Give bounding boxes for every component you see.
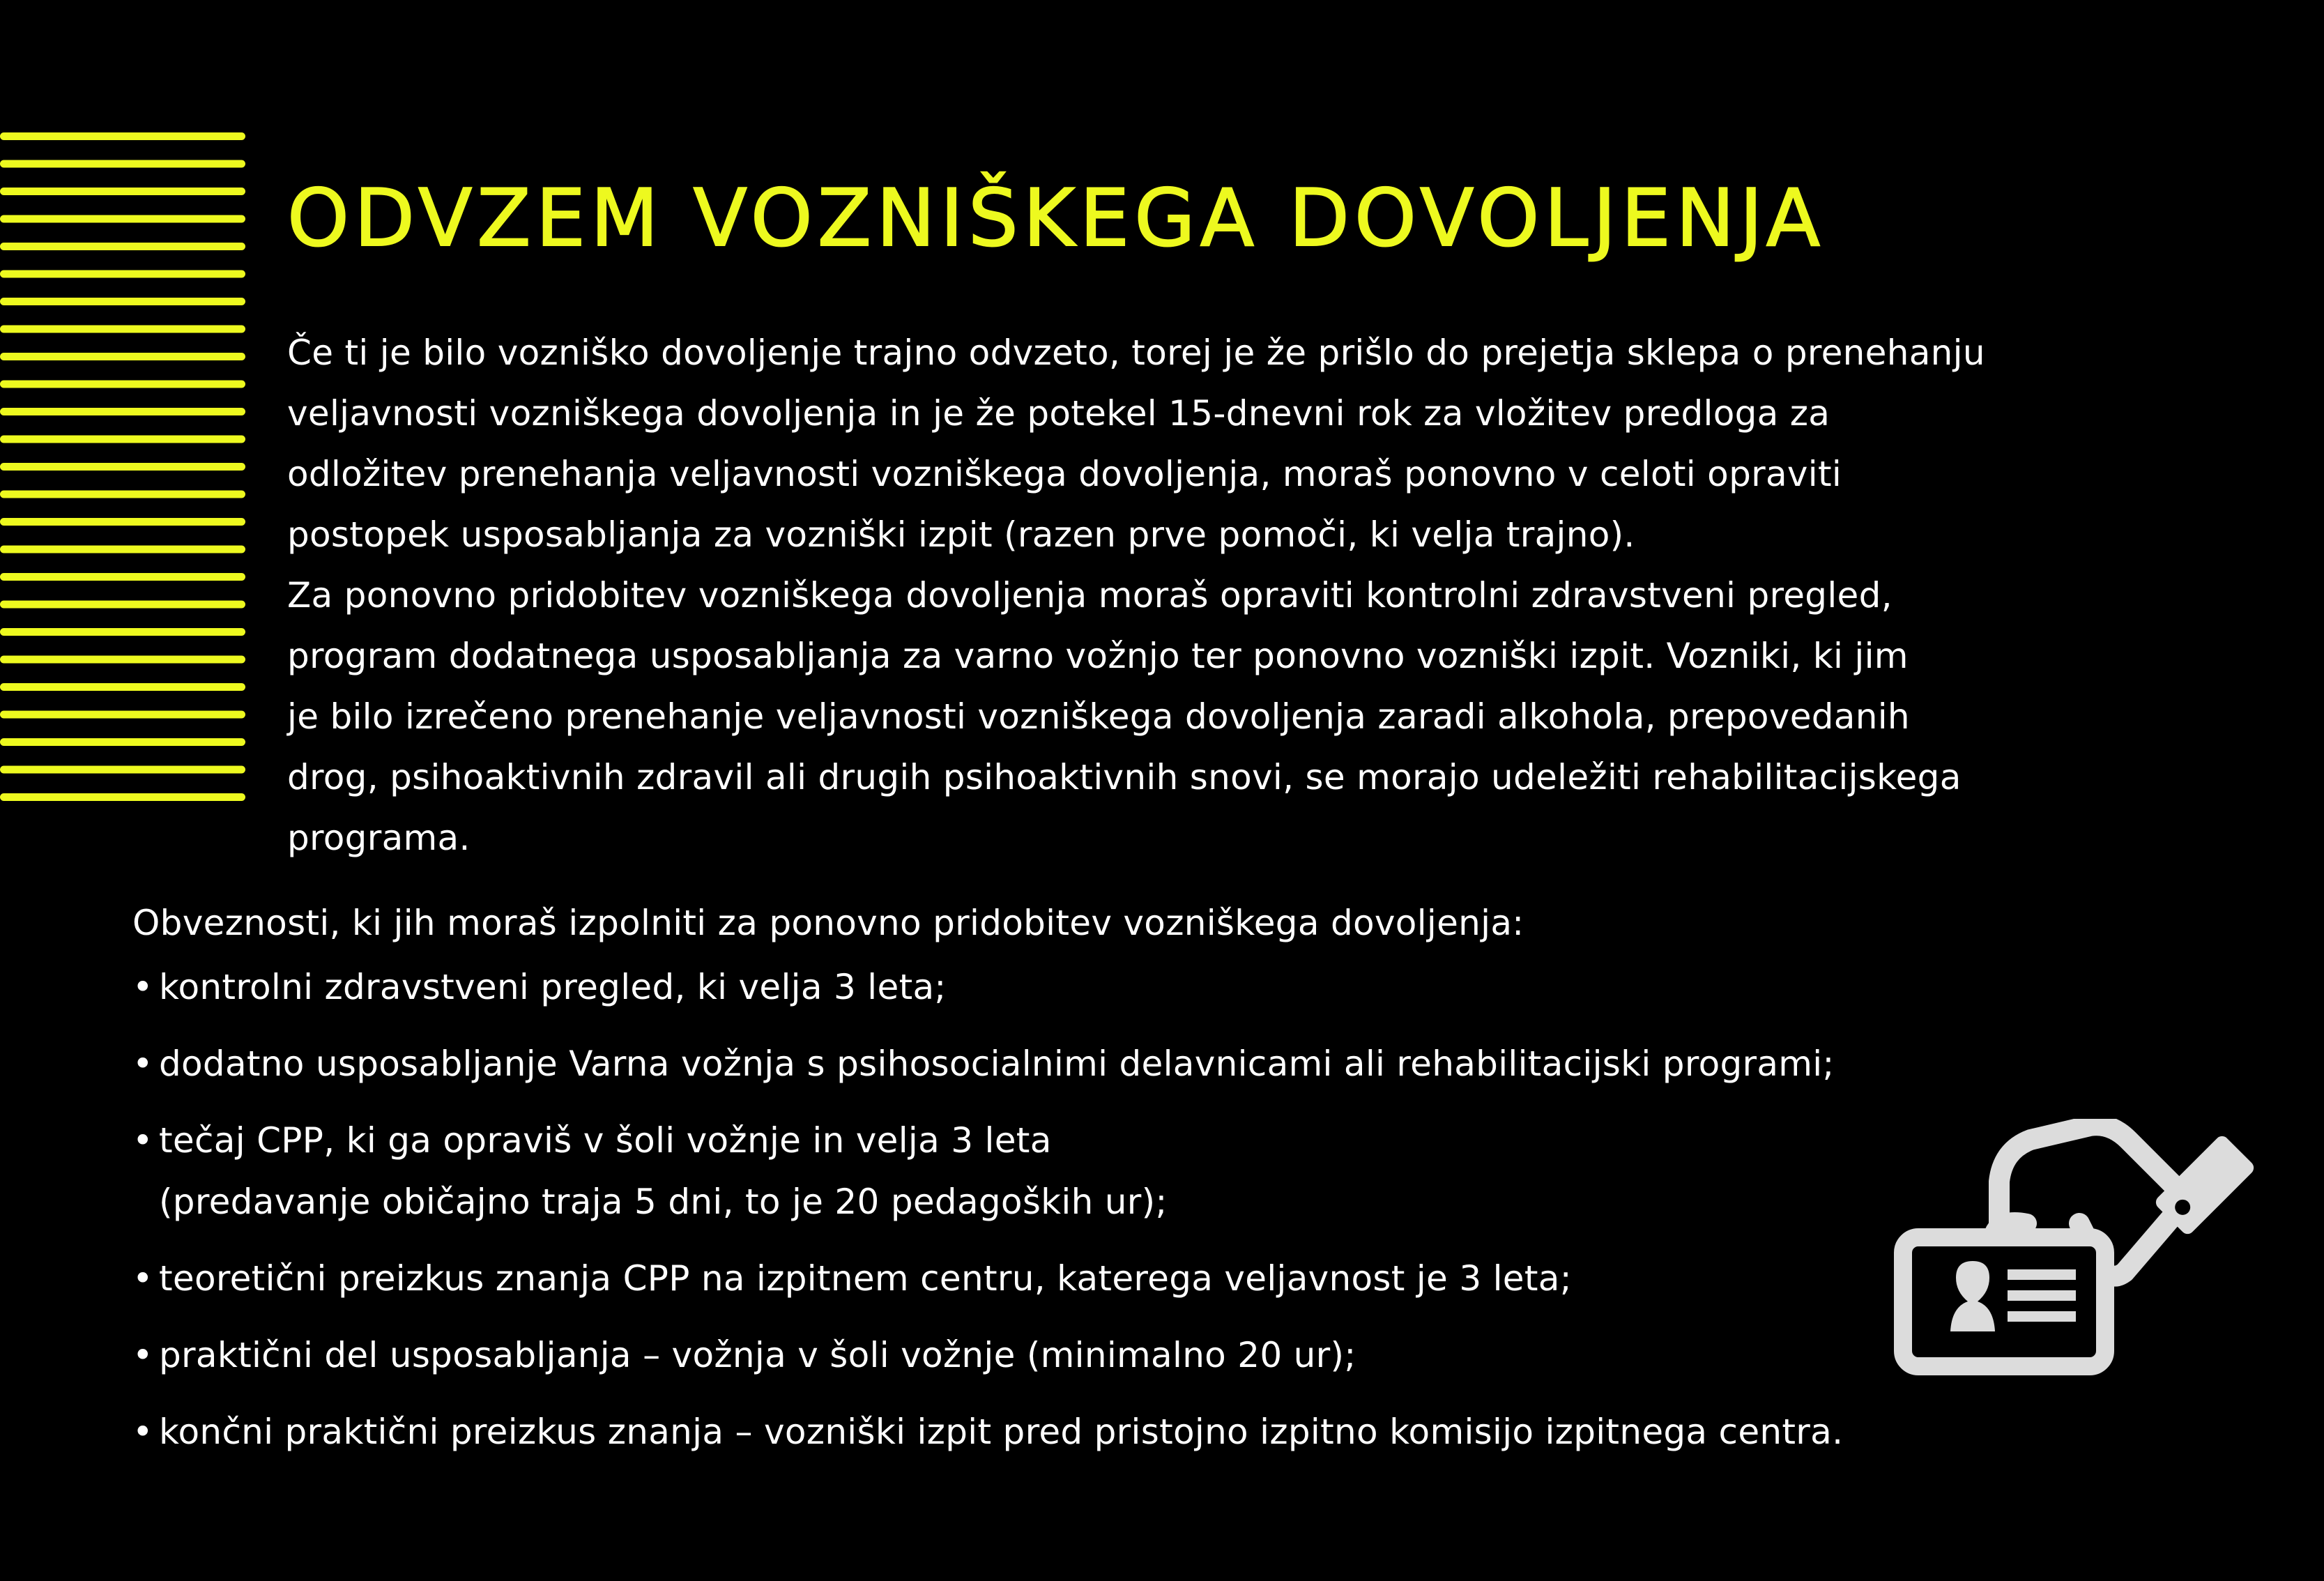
list-item [132,1033,1945,1094]
stripe [0,270,245,278]
stripe [0,353,245,360]
stripe [0,381,245,388]
stripe [0,408,245,415]
stripe [0,738,245,746]
bullet: • [132,967,153,1007]
list-item-text: končni praktični preizkus znanja – vozniški izpit pred pristojno izpitno komisijo izpitnega centra. [159,1412,1844,1452]
stripe [0,188,245,195]
stripe [0,628,245,636]
stripes-decoration [0,0,251,809]
intro-text [287,323,2183,869]
stripe [0,546,245,553]
stripe [0,491,245,498]
stripe [0,326,245,333]
stripe [0,656,245,664]
list-item [132,956,1945,1018]
list-item [132,1324,1945,1386]
intro-line: drog, psihoaktivnih zdravil ali drugih psihoaktivnih snovi, se morajo udeležiti rehabilitacijskega [287,757,1962,797]
obligations-section [132,890,1945,1478]
stripe [0,601,245,609]
intro-line: Če ti je bilo vozniško dovoljenje trajno odvzeto, torej je že prišlo do prejetja sklepa o prenehanju [287,333,1985,373]
intro-paragraph-1 [287,323,2183,565]
stripe [0,683,245,691]
intro-line: program dodatnega usposabljanja za varno vožnjo ter ponovno vozniški izpit. Vozniki, ki jim [287,636,1909,676]
intro-line: Za ponovno pridobitev vozniškega dovoljenja moraš opraviti kontrolni zdravstveni pregled, [287,575,1893,616]
list-item [132,1401,1945,1462]
stripe [0,160,245,168]
stripe [0,215,245,223]
obligations-lead: Obveznosti, ki jih moraš izpolniti za ponovno pridobitev vozniškega dovoljenja: [132,903,1524,943]
stripe [0,243,245,250]
list-item-text: kontrolni zdravstveni pregled, ki velja 3 leta; [159,967,947,1007]
intro-line: je bilo izrečeno prenehanje veljavnosti vozniškega dovoljenja zaradi alkohola, prepovedanih [287,696,1910,737]
page-title: ODVZEM VOZNIŠKEGA DOVOLJENJA [287,172,1826,264]
stripe [0,518,245,526]
list-item [132,1248,1945,1309]
list-item-continuation: (predavanje običajno traja 5 dni, to je 20 pedagoških ur); [159,1182,1168,1222]
bullet: • [132,1335,153,1375]
stripe [0,463,245,471]
bullet: • [132,1412,153,1452]
stripe [0,298,245,305]
hand-holding-id-card-icon [1888,1119,2264,1394]
list-item-text: teoretični preizkus znanja CPP na izpitnem centru, katerega veljavnost je 3 leta; [159,1258,1572,1299]
intro-line: veljavnosti vozniškega dovoljenja in je že potekel 15-dnevni rok za vložitev predloga za [287,393,1830,434]
stripe [0,766,245,774]
intro-line: odložitev prenehanja veljavnosti vozniškega dovoljenja, moraš ponovno v celoti opraviti [287,454,1842,494]
intro-paragraph-2 [287,565,2183,869]
obligations-list [132,956,1945,1462]
list-item [132,1110,1945,1232]
bullet: • [132,1258,153,1299]
stripe [0,132,245,140]
stripe [0,711,245,719]
bullet: • [132,1120,153,1161]
list-item-text: praktični del usposabljanja – vožnja v šoli vožnje (minimalno 20 ur); [159,1335,1356,1375]
stripe [0,436,245,443]
intro-line: programa. [287,818,471,858]
list-item-text: dodatno usposabljanje Varna vožnja s psihosocialnimi delavnicami ali rehabilitacijski programi; [159,1044,1835,1084]
stripe [0,793,245,801]
bullet: • [132,1044,153,1084]
stripe [0,573,245,581]
list-item-text: tečaj CPP, ki ga opraviš v šoli vožnje in velja 3 leta [159,1120,1052,1161]
intro-line: postopek usposabljanja za vozniški izpit (razen prve pomoči, ki velja trajno). [287,514,1635,555]
